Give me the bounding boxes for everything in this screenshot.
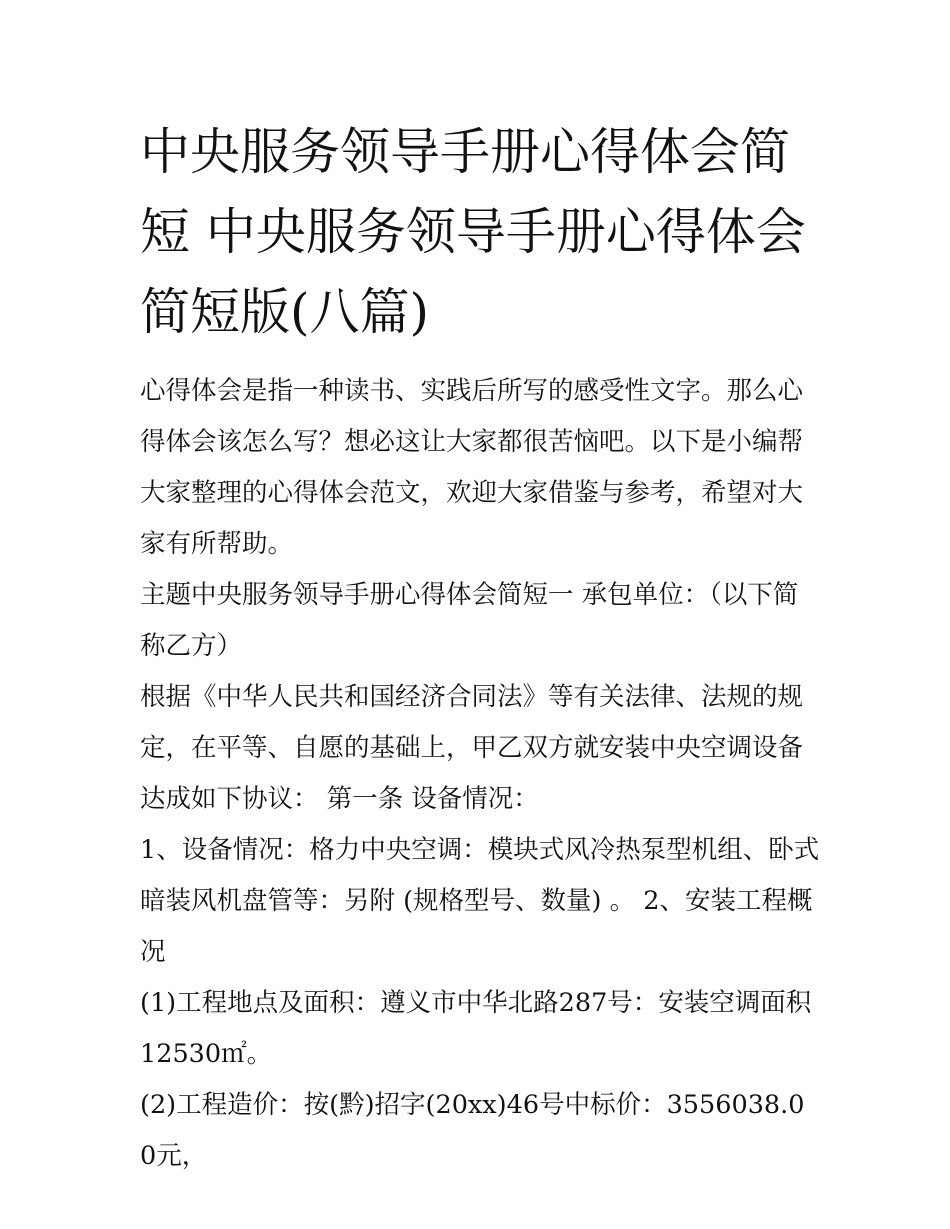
paragraph-topic: 主题中央服务领导手册心得体会简短一 承包单位：（以下简称乙方） [140,580,799,661]
paragraph-intro: 心得体会是指一种读书、实践后所写的感受性文字。那么心得体会该怎么写？想必这让大家都很苦恼吧。以下是小编帮大家整理的心得体会范文，欢迎大家借鉴与参考，希望对大家有所帮助。 [140,376,804,559]
paragraph-location: (1)工程地点及面积：遵义市中华北路287号：安装空调面积12530㎡。 [140,988,812,1069]
document-body [140,112,820,1182]
paragraph-cost: (2)工程造价：按(黔)招字(20xx)46号中标价：3556038.00元， [140,1090,805,1171]
paragraph-equipment: 1、设备情况：格力中央空调：模块式风冷热泵型机组、卧式暗装风机盘管等：另附 (规格型号、数量) 。 2、安装工程概况 [140,835,820,967]
document-title: 中央服务领导手册心得体会简短 中央服务领导手册心得体会简短版(八篇) [140,123,806,341]
paragraph-basis: 根据《中华人民共和国经济合同法》等有关法律、法规的规定，在平等、自愿的基础上，甲乙双方就安装中央空调设备达成如下协议： 第一条 设备情况： [140,682,804,814]
